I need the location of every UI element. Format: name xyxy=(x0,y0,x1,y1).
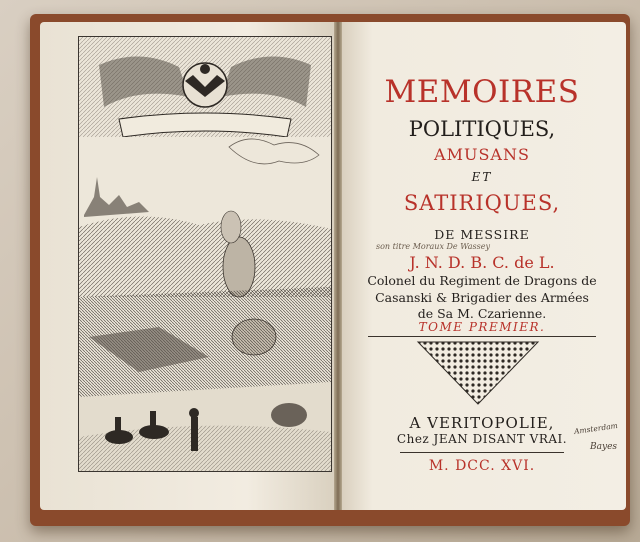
divider-rule-bottom xyxy=(400,452,564,453)
author-rank-line-3: de Sa M. Czarienne. xyxy=(417,306,547,321)
imprint-year: M. DCC. XVI. xyxy=(428,458,536,474)
subtitle-conjunction: ET xyxy=(471,170,493,184)
subtitle-politiques: POLITIQUES, xyxy=(408,117,556,141)
imprint-publisher: Chez JEAN DISANT VRAI. xyxy=(396,432,568,446)
author-rank-line-2: Casanski & Brigadier des Armées xyxy=(375,290,589,305)
frontispiece-engraving xyxy=(78,36,332,472)
subtitle-amusans: AMUSANS xyxy=(434,145,530,164)
volume-label: TOME PREMIER. xyxy=(418,320,546,334)
subtitle-satiriques: SATIRIQUES, xyxy=(403,191,561,215)
author-rank-line-1: Colonel du Regiment de Dragons de xyxy=(367,273,597,288)
printers-ornament-icon xyxy=(416,340,540,406)
margin-note-bayes: Bayes xyxy=(590,442,618,452)
margin-note-amsterdam: Amsterdam xyxy=(573,420,619,437)
title-page xyxy=(340,0,624,542)
divider-rule-top xyxy=(368,336,596,337)
battle-scene-illustration xyxy=(79,37,331,471)
author-initials: J. N. D. B. C. de L. xyxy=(409,253,555,272)
book-title: MEMOIRES xyxy=(384,74,580,110)
imprint-place: A VERITOPOLIE, xyxy=(409,414,555,432)
author-intro: DE MESSIRE xyxy=(434,227,530,242)
handwritten-note: son titre Moraux De Wassey xyxy=(376,242,490,251)
